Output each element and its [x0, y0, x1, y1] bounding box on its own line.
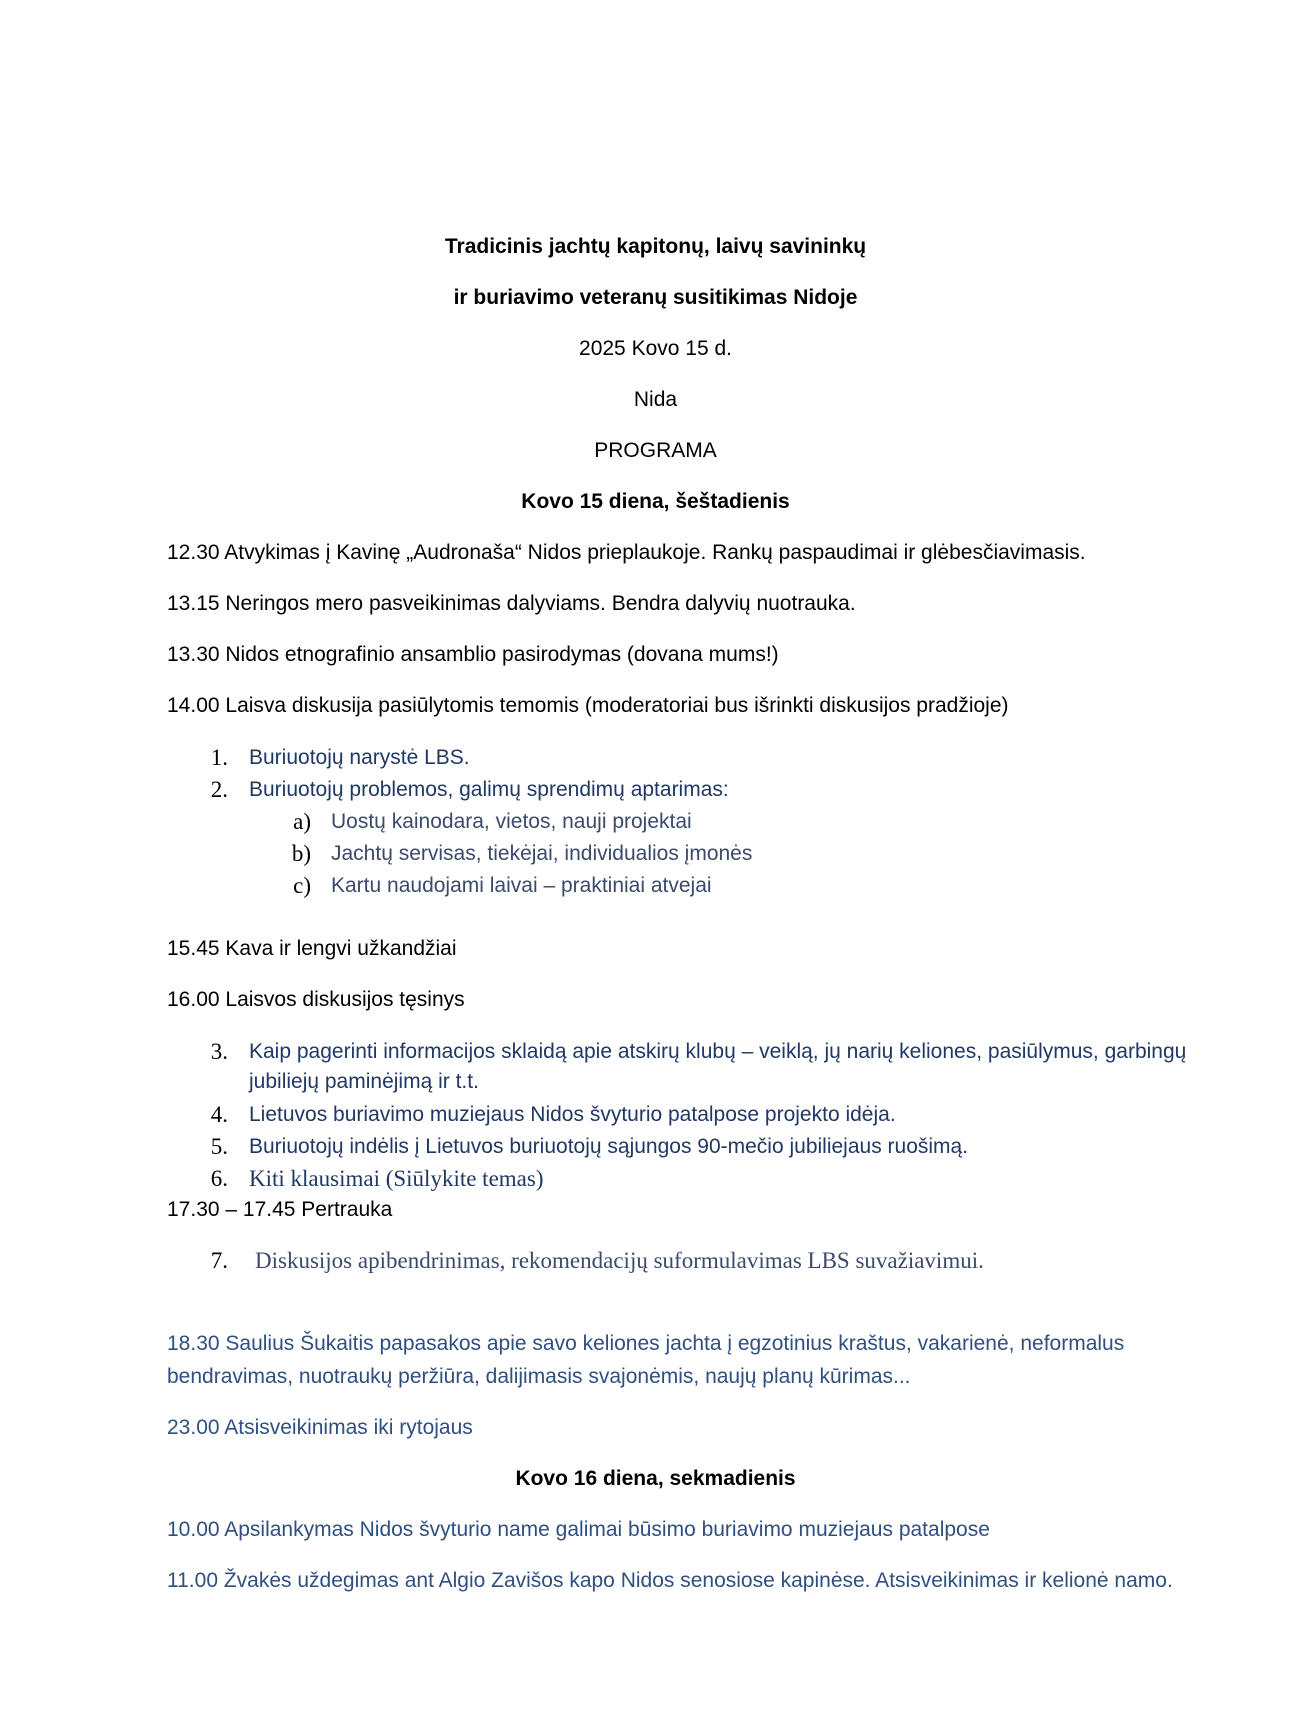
- event-place: Nida: [633, 388, 678, 411]
- list-number: 6.: [210, 1166, 228, 1191]
- break-item: 17.30 – 17.45 Pertrauka: [167, 1198, 393, 1221]
- list-item: Buriuotojų indėlis į Lietuvos buriuotojų sąjungos 90-mečio jubiliejaus ruošimą.: [249, 1135, 969, 1158]
- coffee-break: 15.45 Kava ir lengvi užkandžiai: [167, 937, 457, 960]
- evening-item: 18.30 Saulius Šukaitis papasakos apie savo keliones jachta į egzotinius kraštus, vakarienė, neformalus: [167, 1332, 1125, 1355]
- list-subitem: Uostų kainodara, vietos, nauji projektai: [331, 810, 692, 833]
- list-letter: a): [293, 809, 311, 834]
- list-subitem: Kartu naudojami laivai – praktiniai atvejai: [331, 874, 712, 897]
- schedule-item: 11.00 Žvakės uždegimas ant Algio Zavišos kapo Nidos senosiose kapinėse. Atsisveikinimas ir kelionė namo.: [167, 1569, 1173, 1592]
- list-item: Kiti klausimai (Siūlykite temas): [249, 1166, 544, 1191]
- schedule-item: 14.00 Laisva diskusija pasiūlytomis temomis (moderatoriai bus išrinkti diskusijos pradžioje): [167, 694, 1009, 717]
- day1-heading: Kovo 15 diena, šeštadienis: [521, 490, 790, 513]
- day2-heading: Kovo 16 diena, sekmadienis: [515, 1467, 796, 1490]
- list-number: 7.: [210, 1248, 228, 1273]
- title-line-2: ir buriavimo veteranų susitikimas Nidoje: [453, 286, 858, 309]
- schedule-item: 10.00 Apsilankymas Nidos švyturio name galimai būsimo buriavimo muziejaus patalpose: [167, 1518, 990, 1541]
- list-letter: b): [291, 841, 311, 866]
- list-item-continued: jubiliejų paminėjimą ir t.t.: [249, 1070, 479, 1093]
- schedule-item: 12.30 Atvykimas į Kavinę „Audronaša“ Nidos prieplaukoje. Rankų paspaudimai ir glėbesčiavimasis.: [167, 541, 1086, 564]
- list-number: 5.: [210, 1134, 228, 1159]
- list-number: 3.: [210, 1039, 228, 1064]
- farewell-item: 23.00 Atsisveikinimas iki rytojaus: [167, 1416, 473, 1439]
- list-item: Buriuotojų narystė LBS.: [249, 746, 470, 769]
- evening-item-continued: bendravimas, nuotraukų peržiūra, dalijimasis svajonėmis, naujų planų kūrimas...: [167, 1365, 911, 1388]
- list-subitem: Jachtų servisas, tiekėjai, individualios įmonės: [331, 842, 753, 865]
- list-item: Buriuotojų problemos, galimų sprendimų aptarimas:: [249, 778, 729, 801]
- list-item: Kaip pagerinti informacijos sklaidą apie atskirų klubų – veiklą, jų narių keliones, pasiūlymus, garbingų: [249, 1040, 1187, 1063]
- discussion-continue: 16.00 Laisvos diskusijos tęsinys: [167, 988, 465, 1011]
- list-number: 1.: [210, 745, 228, 770]
- list-item: Lietuvos buriavimo muziejaus Nidos švyturio patalpose projekto idėja.: [249, 1103, 896, 1126]
- program-heading: PROGRAMA: [594, 439, 717, 462]
- schedule-item: 13.15 Neringos mero pasveikinimas dalyviams. Bendra dalyvių nuotrauka.: [167, 592, 856, 615]
- title-line-1: Tradicinis jachtų kapitonų, laivų savininkų: [444, 235, 867, 258]
- list-item: Diskusijos apibendrinimas, rekomendacijų suformulavimas LBS suvažiavimui.: [255, 1248, 984, 1273]
- list-number: 2.: [210, 777, 228, 802]
- event-date: 2025 Kovo 15 d.: [579, 337, 732, 360]
- list-number: 4.: [210, 1102, 228, 1127]
- schedule-item: 13.30 Nidos etnografinio ansamblio pasirodymas (dovana mums!): [167, 643, 779, 666]
- list-letter: c): [293, 873, 311, 898]
